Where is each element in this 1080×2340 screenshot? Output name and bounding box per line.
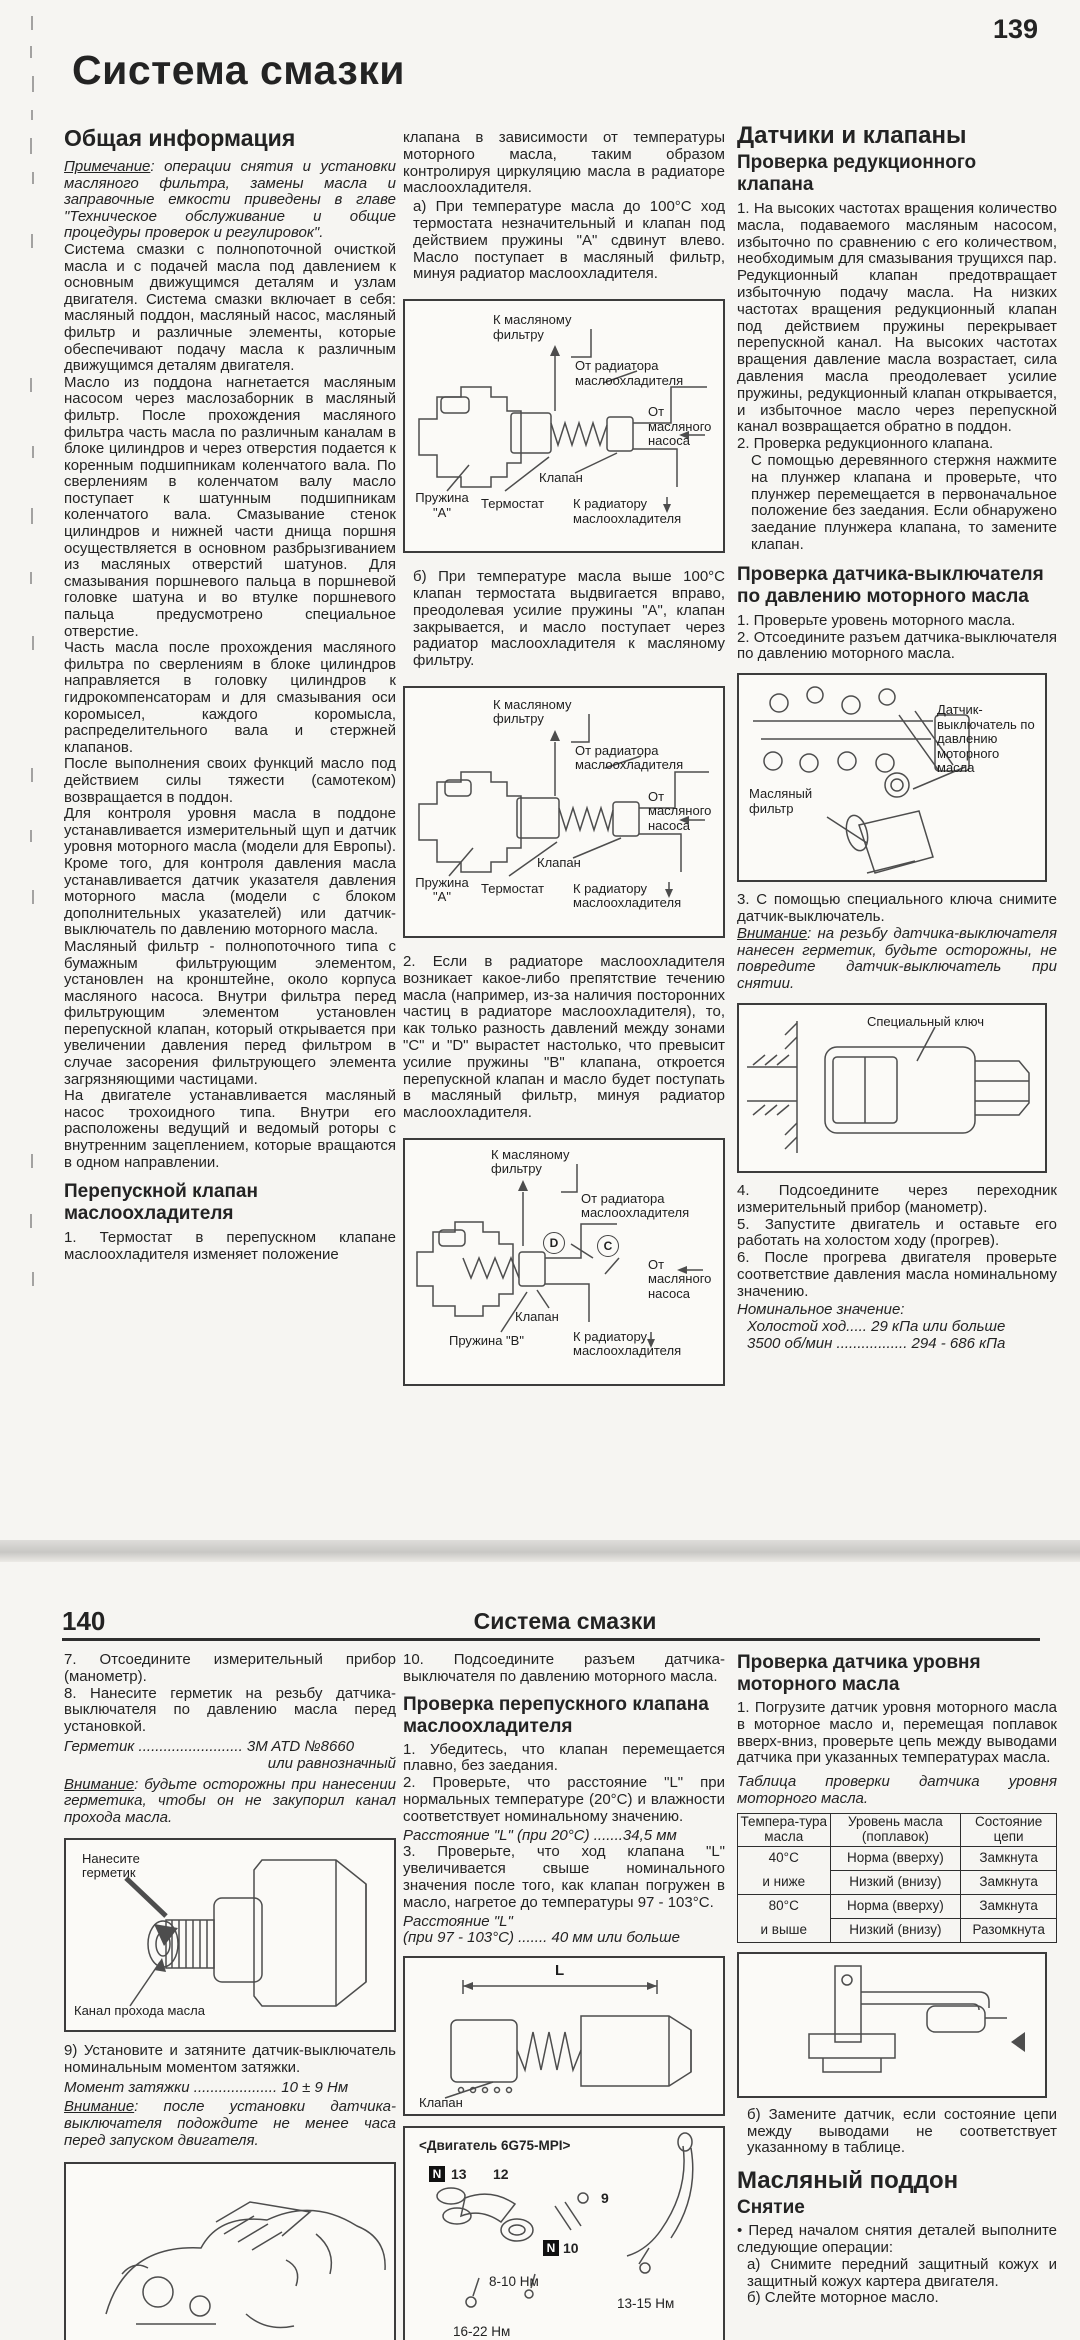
note-text: : операции снятия и установки масляного фильтра, замены масла и заправочные емкости приведены в главе "Техническое обслуживание и общие процедуры проверок и регулировок".: [64, 158, 396, 242]
heading-oil-level-sensor-check: Проверка датчика уровня моторного масла: [737, 1652, 981, 1695]
circuit-cell: Замкнута: [961, 1846, 1057, 1870]
figure-label: Пружина "А": [415, 490, 469, 520]
heading-sensors-valves: Датчики и клапаны: [737, 122, 967, 149]
paragraph: б) Замените датчик, если состояние цепи между выводами не соответствует указанному в таблице.: [747, 2105, 1057, 2157]
figure-label: Клапан: [537, 854, 581, 870]
warning-label: Внимание: [64, 1775, 135, 1793]
temp-cell: [738, 1846, 831, 1894]
warning-label: Внимание: [737, 924, 808, 942]
figure-label: К радиатору маслоохладителя: [573, 496, 682, 526]
paragraph: 9) Установите и затяните датчик-выключатель номинальным моментом затяжки.: [64, 2041, 396, 2076]
paragraph: 2. Отсоедините разъем датчика-выключателя по давлению моторного масла.: [737, 628, 1057, 663]
n-badge: N: [543, 2240, 559, 2256]
figure-label: К масляному фильтру: [493, 312, 572, 342]
note-paragraph: [64, 159, 396, 242]
paragraph: 3. Проверьте, что ход клапана "L" увеличивается свыше номинального значения после того, как клапан погружен в масло, нагретое до температуры 97 - 103°С.: [403, 1843, 725, 1911]
paragraph: Система смазки с полнопоточной очисткой масла и с подачей масла под давлением к основным движущимся деталям и узлам двигателя. Система смазки включает в себя: масляный поддон, масляный насос, масляный фильтр и различные элементы, которые обеспечивают подачу масла к различным движущимся деталям двигателя.: [64, 240, 396, 375]
temp-qualifier: и выше: [760, 1922, 807, 1938]
part-number: 12: [493, 2166, 509, 2183]
warning-text: : будьте осторожны при нанесении герметика, чтобы он не закупорил канал прохода масла.: [64, 1775, 396, 1827]
paragraph: На двигателе устанавливается масляный насос трохоидного типа. Внутри его расположены ведущий и ведомый роторы с внутренним зацеплением, которые вращаются в одном направлении.: [64, 1087, 396, 1171]
paragraph: б) Слейте моторное масло.: [747, 2289, 939, 2307]
paragraph: 2. Проверка редукционного клапана.: [737, 435, 994, 453]
figure-label: Специальный ключ: [867, 1013, 985, 1029]
paragraph: После выполнения своих функций масло под действием силы тяжести (самотеком) возвращается в поддон.: [64, 755, 396, 806]
figure-label: Канал прохода масла: [74, 2002, 205, 2018]
paragraph: 2. Если в радиаторе маслоохладителя возникает какое-либо препятствие течению масла (например, из-за наличия посторонних частиц в радиаторе маслоохладителя), то, как только разность давлений между зонами "C" и "D" вырастет настолько, что превысит усилие пружины "B" клапана, откроется перепускной клапан и масло будет поступать в масляный фильтр, минуя радиатор маслоохладителя.: [403, 952, 725, 1122]
spec-title: Номинальное значение:: [737, 1301, 905, 1319]
paragraph: 6. После прогрева двигателя проверьте соответствие давления масла номинальному значению.: [737, 1249, 1057, 1300]
figure-apply-sealant: [64, 1838, 396, 2032]
part-number: 13: [451, 2166, 467, 2183]
figure-label: К радиатору маслоохладителя: [573, 880, 682, 911]
heading-oil-pan: Масляный поддон: [737, 2167, 959, 2195]
paragraph: Масляный фильтр - полнопоточного типа с бумажным фильтрующим элементом, установлен на кронштейне, около корпуса масляного насоса. Внутри фильтра перед фильтрующим элементом установлен перепускной клапан, который открывается при увеличении давления перед фильтром в случае засорения фильтрующего элемента загрязняющими частицами.: [64, 937, 396, 1088]
warning-text: : на резьбу датчика-выключателя нанесен герметик, будьте осторожны, не повредите датчик-выключатель при снятии.: [737, 924, 1057, 993]
heading-general-info: Общая информация: [64, 125, 296, 151]
figure-label: К масляному фильтру: [493, 696, 572, 727]
warning-paragraph: [64, 2099, 396, 2149]
figure-label: Пружина "А": [415, 874, 469, 905]
page-140: [0, 1562, 1080, 2340]
circuit-cell: Разомкнута: [961, 1918, 1057, 1942]
warning-paragraph: [737, 926, 1057, 993]
spec-value: 3500 об/мин ................. 294 - 686 кПа: [747, 1335, 1006, 1353]
table-header: Темпера-тура масла: [738, 1813, 831, 1846]
figure-label: От масляного насоса: [648, 788, 712, 833]
figure-label: К радиатору маслоохладителя: [573, 1328, 682, 1359]
p139-column-2: [403, 130, 725, 1456]
p140-column-3: [737, 1652, 1057, 2340]
paragraph: Масло из поддона нагнетается масляным насосом через маслозаборник в масляный фильтр. После прохождения масляного фильтра часть масла по различным каналам в блоке цилиндров и через отверстия подается к коренным подшипникам коленчатого вала. По сверлениям в коленчатом валу масло поступает к шатунным подшипникам коленчатого вала. Смазывание стенок цилиндров и нижней части днища поршня осуществляется в основном разбрызгиванием из масляных отверстий шатунов. Для смазывания поршневого пальца в поршневой головке шатуна и во втулке поршневого пальца предусмотрено специальное отверстие.: [64, 373, 396, 640]
figure-title: <Двигатель 6G75-MPI>: [419, 2138, 571, 2154]
spec-value: Момент затяжки .................... 10 ± 9 Нм: [64, 2078, 349, 2096]
dimension-label: L: [555, 1962, 565, 1980]
note-label: Примечание: [64, 158, 151, 175]
paragraph: 8. Нанесите герметик на резьбу датчика-выключателя по давлению масла перед установкой.: [64, 1684, 396, 1736]
page-number: 140: [62, 1606, 106, 1636]
paragraph: 5. Запустите двигатель и оставьте его работать на холостом ходу (прогрев).: [737, 1215, 1057, 1250]
part-number: 9: [601, 2190, 609, 2207]
spec-value: Герметик ......................... 3M ATD №8660: [64, 1737, 355, 1755]
p139-column-3: [737, 122, 1057, 1456]
figure-label: Термостат: [481, 880, 545, 896]
warning-label: Внимание: [64, 2098, 135, 2116]
paragraph: 1. Проверьте уровень моторного масла.: [737, 611, 1016, 629]
figure-label: От масляного насоса: [648, 404, 712, 449]
page-title: Система смазки: [72, 47, 405, 93]
heading-pressure-switch-check: Проверка датчика-выключателя по давлению моторного масла: [737, 563, 1044, 607]
figure-bypass-valve-zones: [403, 1138, 725, 1386]
spec-value: или равнозначный: [267, 1754, 396, 1772]
paragraph: С помощью деревянного стержня нажмите на плунжер клапана и проверьте, что плунжер перемещается в первоначальное положение без заедания. Если обнаружено заедание плунжера клапана, то замените клапан.: [751, 451, 1057, 553]
figure-pressure-switch-location: [737, 673, 1047, 882]
figure-label: Клапан: [515, 1308, 559, 1324]
paragraph: • Перед началом снятия деталей выполните следующие операции:: [737, 2222, 1057, 2256]
paragraph: 7. Отсоедините измерительный прибор (манометр).: [64, 1652, 396, 1685]
figure-bypass-valve-cold: [403, 299, 725, 553]
table-row: [738, 1846, 1057, 1870]
spec-value: Расстояние "L": [403, 1912, 513, 1930]
figure-label: От радиатора маслоохладителя: [581, 1190, 690, 1221]
torque-value: 8-10 Нм: [489, 2274, 539, 2290]
figure-label: Масляный фильтр: [749, 786, 813, 816]
figure-label: Термостат: [481, 496, 545, 512]
n-badge: N: [429, 2166, 445, 2182]
paragraph: Для контроля уровня масла в поддоне устанавливается измерительный щуп и датчик уровня моторного масла (модели для Европы). Кроме того, для контроля давления масла устанавливается датчик указателя давления моторного масла (модели с блоком дополнительных указателей) или датчик-выключатель по давлению моторного масла.: [64, 805, 396, 939]
figure-label: Датчик-выключатель по давлению моторного масла: [937, 702, 1035, 776]
figure-oil-level-sensor: [737, 1952, 1047, 2098]
paragraph: клапана в зависимости от температуры моторного масла, таким образом контролируя циркуляцию масла в радиаторе маслоохладителя.: [403, 130, 725, 197]
table-caption: Таблица проверки датчика уровня моторного масла.: [737, 1773, 1057, 1807]
spec-value: Холостой ход..... 29 кПа или больше: [747, 1318, 1006, 1336]
scan-artifact-red-marks: [24, 6, 42, 1306]
table-row: [738, 1894, 1057, 1918]
paragraph: 1. Убедитесь, что клапан перемещается плавно, без заедания.: [403, 1740, 725, 1775]
level-cell: Низкий (внизу): [830, 1870, 961, 1894]
figure-special-key: [737, 1003, 1047, 1173]
level-cell: Норма (вверху): [830, 1846, 961, 1870]
level-cell: Норма (вверху): [830, 1894, 961, 1918]
figure-label: Клапан: [539, 470, 583, 486]
torque-value: 13-15 Нм: [617, 2296, 675, 2312]
p139-column-1: [64, 125, 396, 1455]
figure-label: Нанесите герметик: [82, 1850, 140, 1881]
running-header-title: Система смазки: [473, 1608, 657, 1634]
paragraph: 4. Подсоедините через переходник измерительный прибор (манометр).: [737, 1181, 1057, 1216]
paragraph: 10. Подсоедините разъем датчика-выключателя по давлению моторного масла.: [403, 1652, 725, 1685]
figure-label: От масляного насоса: [648, 1256, 712, 1301]
paragraph: а) Снимите передний защитный кожух и защитный кожух картера двигателя.: [747, 2255, 1057, 2290]
figure-label: Пружина "В": [449, 1332, 524, 1348]
paragraph: б) При температуре масла выше 100°С клапан термостата выдвигается вправо, преодолевая усилие пружины "А", клапан закрывается, и масло поступает через радиатор маслоохладителя к масляному фильтру.: [413, 568, 725, 670]
figure-valve-distance-l: [403, 1956, 725, 2116]
spec-value: (при 97 - 103°С) ....... 40 мм или больше: [403, 1929, 680, 1947]
paragraph: 3. С помощью специального ключа снимите датчик-выключатель.: [737, 891, 1057, 925]
temp-value: 40°C: [768, 1849, 799, 1865]
header-rule: [62, 1638, 1040, 1641]
paragraph: 1. Погрузите датчик уровня моторного масла в моторное масло и, перемещая поплавок вверх-вниз, проверьте цепь между выводами датчика при указанных температурах масла.: [737, 1699, 1057, 1767]
spec-value: Расстояние "L" (при 20°С) .......34,5 мм: [403, 1826, 677, 1844]
figure-label: От радиатора маслоохладителя: [575, 742, 684, 773]
p140-column-2: [403, 1652, 725, 2340]
page-number: 139: [993, 14, 1039, 44]
heading-removal: Снятие: [737, 2197, 805, 2219]
table-header: Уровень масла (поплавок): [830, 1813, 961, 1846]
p140-column-1: [64, 1652, 396, 2340]
zone-c-marker: C: [597, 1235, 619, 1257]
figure-label: Клапан: [419, 2095, 463, 2111]
figure-engine-6g75: [403, 2126, 725, 2340]
temp-value: 80°C: [768, 1897, 799, 1913]
paragraph: а) При температуре масла до 100°С ход термостата незначительный и клапан под действием пружины "А" сдвинут влево. Масло поступает в масляный фильтр, минуя радиатор маслоохладителя.: [413, 198, 725, 283]
zone-d-marker: D: [543, 1232, 565, 1254]
paragraph: 1. Термостат в перепускном клапане маслоохладителя изменяет положение: [64, 1229, 396, 1263]
figure-label: От радиатора маслоохладителя: [575, 358, 684, 388]
table-header: Состояние цепи: [961, 1813, 1057, 1846]
warning-paragraph: [64, 1777, 396, 1827]
temp-qualifier: и ниже: [762, 1874, 806, 1890]
heading-relief-valve-check: Проверка редукционного клапана: [737, 152, 977, 195]
figure-engine-view: [64, 2162, 396, 2340]
figure-bypass-valve-hot: [403, 686, 725, 938]
torque-value: 16-22 Нм: [453, 2324, 511, 2340]
heading-cooler-bypass-check: Проверка перепускного клапана маслоохладителя: [403, 1693, 709, 1737]
circuit-cell: Замкнута: [961, 1870, 1057, 1894]
heading-bypass-valve: Перепускной клапан маслоохладителя: [64, 1181, 258, 1225]
figure-label: К масляному фильтру: [491, 1146, 570, 1177]
circuit-cell: Замкнута: [961, 1894, 1057, 1918]
paragraph: 2. Проверьте, что расстояние "L" при нормальных температуре (20°С) и влажности соответствует номинальному значению.: [403, 1774, 725, 1825]
level-cell: Низкий (внизу): [830, 1918, 961, 1942]
warning-text: : после установки датчика-выключателя подождите не менее часа перед запуском двигателя.: [64, 2098, 396, 2149]
temp-cell: [738, 1894, 831, 1942]
paragraph: 1. На высоких частотах вращения количество масла, подаваемого масляным насосом, избыточно по сравнению с его количеством, необходимым для смазывания трущихся пар. Редукционный клапан предотвращает избыточную подачу масла. На низких частотах вращения редукционный клапан под действием пружины перекрывает перепускной канал. На высоких частотах вращения давление масла возрастает, сила давления масла преодолевает усилие пружины, редукционный клапан открывается, и избыточное масло через перепускной канал возвращается обратно в поддон.: [737, 200, 1057, 436]
part-number: 10: [563, 2240, 579, 2257]
oil-level-sensor-table: [737, 1813, 1057, 1943]
page-separator-shadow: [0, 1540, 1080, 1562]
paragraph: Часть масла после прохождения масляного фильтра по сверлениям в блоке цилиндров направляется в головку цилиндров к гидрокомпенсаторам и для смазывания оси коромысел, каждого коромысла, распределительного вала и стержней клапанов.: [64, 639, 396, 756]
